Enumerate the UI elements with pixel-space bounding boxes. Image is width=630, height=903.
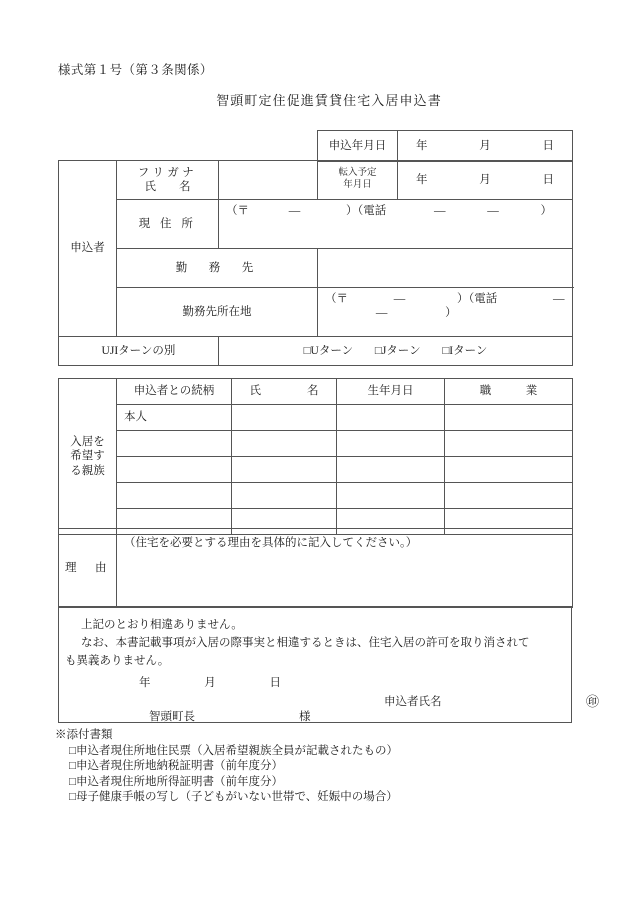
attachment-item-2[interactable]: □申込者現住所地納税証明書（前年度分）	[69, 760, 283, 772]
relative-name-cell[interactable]	[232, 431, 337, 457]
current-address-label: 現 住 所	[117, 200, 219, 249]
applicant-section-label: 申込者	[59, 161, 117, 337]
move-in-date-label	[318, 161, 398, 200]
relatives-table	[58, 378, 573, 535]
workplace-label: 勤 務 先	[117, 249, 318, 288]
uji-turn-label: UJIターンの別	[59, 337, 219, 366]
relative-birthdate-cell[interactable]	[337, 405, 445, 431]
relative-name-cell[interactable]	[232, 405, 337, 431]
table-row	[59, 529, 573, 608]
current-address-field[interactable]	[219, 200, 573, 249]
relative-occupation-cell[interactable]	[445, 483, 573, 509]
phone-dash-2: —	[375, 307, 388, 320]
honorific-label: 様	[299, 711, 311, 723]
relative-birthdate-cell[interactable]	[337, 483, 445, 509]
relative-occupation-cell[interactable]	[445, 431, 573, 457]
table-row	[318, 131, 573, 162]
day-label: 日	[269, 677, 281, 689]
reason-field[interactable]	[117, 529, 573, 608]
postal-close: ）	[457, 293, 469, 305]
year-label: 年	[416, 139, 428, 152]
applicant-table	[58, 160, 573, 366]
relative-relation-cell[interactable]	[117, 431, 232, 457]
attachments-title: ※添付書類	[55, 729, 113, 741]
phone-open: （電話	[468, 293, 498, 305]
month-label: 月	[204, 677, 216, 689]
workplace-address-label: 勤務先所在地	[117, 288, 318, 337]
relatives-label-line1: 入居を	[70, 435, 105, 448]
day-label: 日	[542, 139, 554, 152]
declaration-line-3: も異義ありません。	[65, 655, 170, 667]
table-row	[59, 457, 573, 483]
relatives-label-line3: る親族	[70, 464, 105, 477]
relatives-label-line2: 希望す	[70, 450, 105, 463]
phone-dash-2: —	[487, 205, 499, 217]
phone-dash-1: —	[434, 205, 446, 217]
declaration-box	[58, 606, 600, 723]
phone-close: ）	[445, 307, 457, 320]
postal-open: （〒	[226, 205, 249, 217]
relative-relation-cell[interactable]	[117, 457, 232, 483]
application-date-value[interactable]	[398, 131, 573, 162]
month-label: 月	[479, 173, 491, 186]
attachments-section	[55, 730, 398, 808]
relative-name-cell[interactable]	[232, 483, 337, 509]
declaration-date-field[interactable]	[139, 674, 281, 690]
checkbox-j-turn[interactable]: □Jターン	[374, 344, 421, 357]
phone-open: （電話	[357, 205, 387, 217]
year-label: 年	[139, 677, 151, 689]
month-label: 月	[479, 139, 491, 152]
relative-occupation-cell[interactable]	[445, 457, 573, 483]
attachment-item-4[interactable]: □母子健康手帳の写し（子どもがいない世帯で、妊娠中の場合）	[69, 791, 398, 803]
relative-birthdate-cell[interactable]	[337, 431, 445, 457]
uji-turn-options[interactable]	[219, 337, 573, 366]
table-header-row	[59, 379, 573, 405]
table-row	[59, 405, 573, 431]
reason-instruction: （住宅を必要とする理由を具体的に記入してください。）	[124, 537, 418, 549]
table-row	[59, 337, 573, 366]
form-number: 様式第１号（第３条関係）	[58, 63, 213, 77]
table-row	[59, 288, 573, 337]
table-row	[59, 200, 573, 249]
table-row	[59, 483, 573, 509]
table-row	[59, 249, 573, 288]
phone-close: ）	[540, 205, 552, 217]
applicant-signature-label: 申込者氏名	[384, 696, 442, 708]
workplace-address-field[interactable]	[318, 288, 573, 337]
postal-dash: —	[393, 293, 406, 305]
move-in-date-value[interactable]	[398, 161, 573, 200]
furigana-name-label	[117, 161, 219, 200]
day-label: 日	[542, 173, 554, 186]
relative-occupation-cell[interactable]	[445, 405, 573, 431]
attachment-item-1[interactable]: □申込者現住所地住民票（入居希望親族全員が記載されたもの）	[69, 744, 398, 757]
seal-icon: ㊞	[586, 694, 600, 709]
application-date-label: 申込年月日	[318, 131, 398, 162]
year-label: 年	[416, 173, 428, 186]
relative-birthdate-cell[interactable]	[337, 457, 445, 483]
column-header-occupation: 職 業	[445, 379, 573, 405]
relatives-section-label	[59, 379, 117, 535]
phone-dash-1: —	[553, 293, 565, 305]
reason-table	[58, 528, 573, 608]
page-title: 智頭町定住促進賃貸住宅入居申込書	[216, 93, 442, 108]
relative-relation-cell[interactable]	[117, 483, 232, 509]
postal-dash: —	[288, 205, 301, 217]
mayor-label: 智頭町長	[149, 711, 195, 723]
postal-close: ）	[346, 205, 358, 217]
postal-open: （〒	[325, 293, 348, 305]
checkbox-i-turn[interactable]: □Iターン	[442, 344, 488, 357]
attachment-item-3[interactable]: □申込者現住所地所得証明書（前年度分）	[69, 775, 283, 788]
furigana-label: フリガナ	[137, 166, 198, 179]
relative-name-cell[interactable]	[232, 457, 337, 483]
table-row	[59, 161, 573, 200]
move-in-date-label-line1: 転入予定	[338, 168, 377, 179]
move-in-date-label-line2: 年月日	[343, 180, 372, 190]
column-header-birthdate: 生年月日	[337, 379, 445, 405]
workplace-field[interactable]	[318, 249, 573, 288]
column-header-relation: 申込者との続柄	[117, 379, 232, 405]
reason-label: 理 由	[59, 529, 117, 608]
column-header-name: 氏 名	[232, 379, 337, 405]
checkbox-u-turn[interactable]: □Uターン	[303, 344, 354, 357]
declaration-line-2: なお、本書記載事項が入居の際事実と相違するときは、住宅入居の許可を取り消されて	[81, 637, 530, 649]
declaration-line-1: 上記のとおり相違ありません。	[81, 619, 243, 631]
name-label: 氏 名	[144, 181, 191, 193]
table-row	[59, 431, 573, 457]
relative-relation-cell[interactable]: 本人	[117, 405, 232, 431]
application-date-table	[317, 130, 573, 162]
applicant-name-field[interactable]	[219, 161, 318, 200]
